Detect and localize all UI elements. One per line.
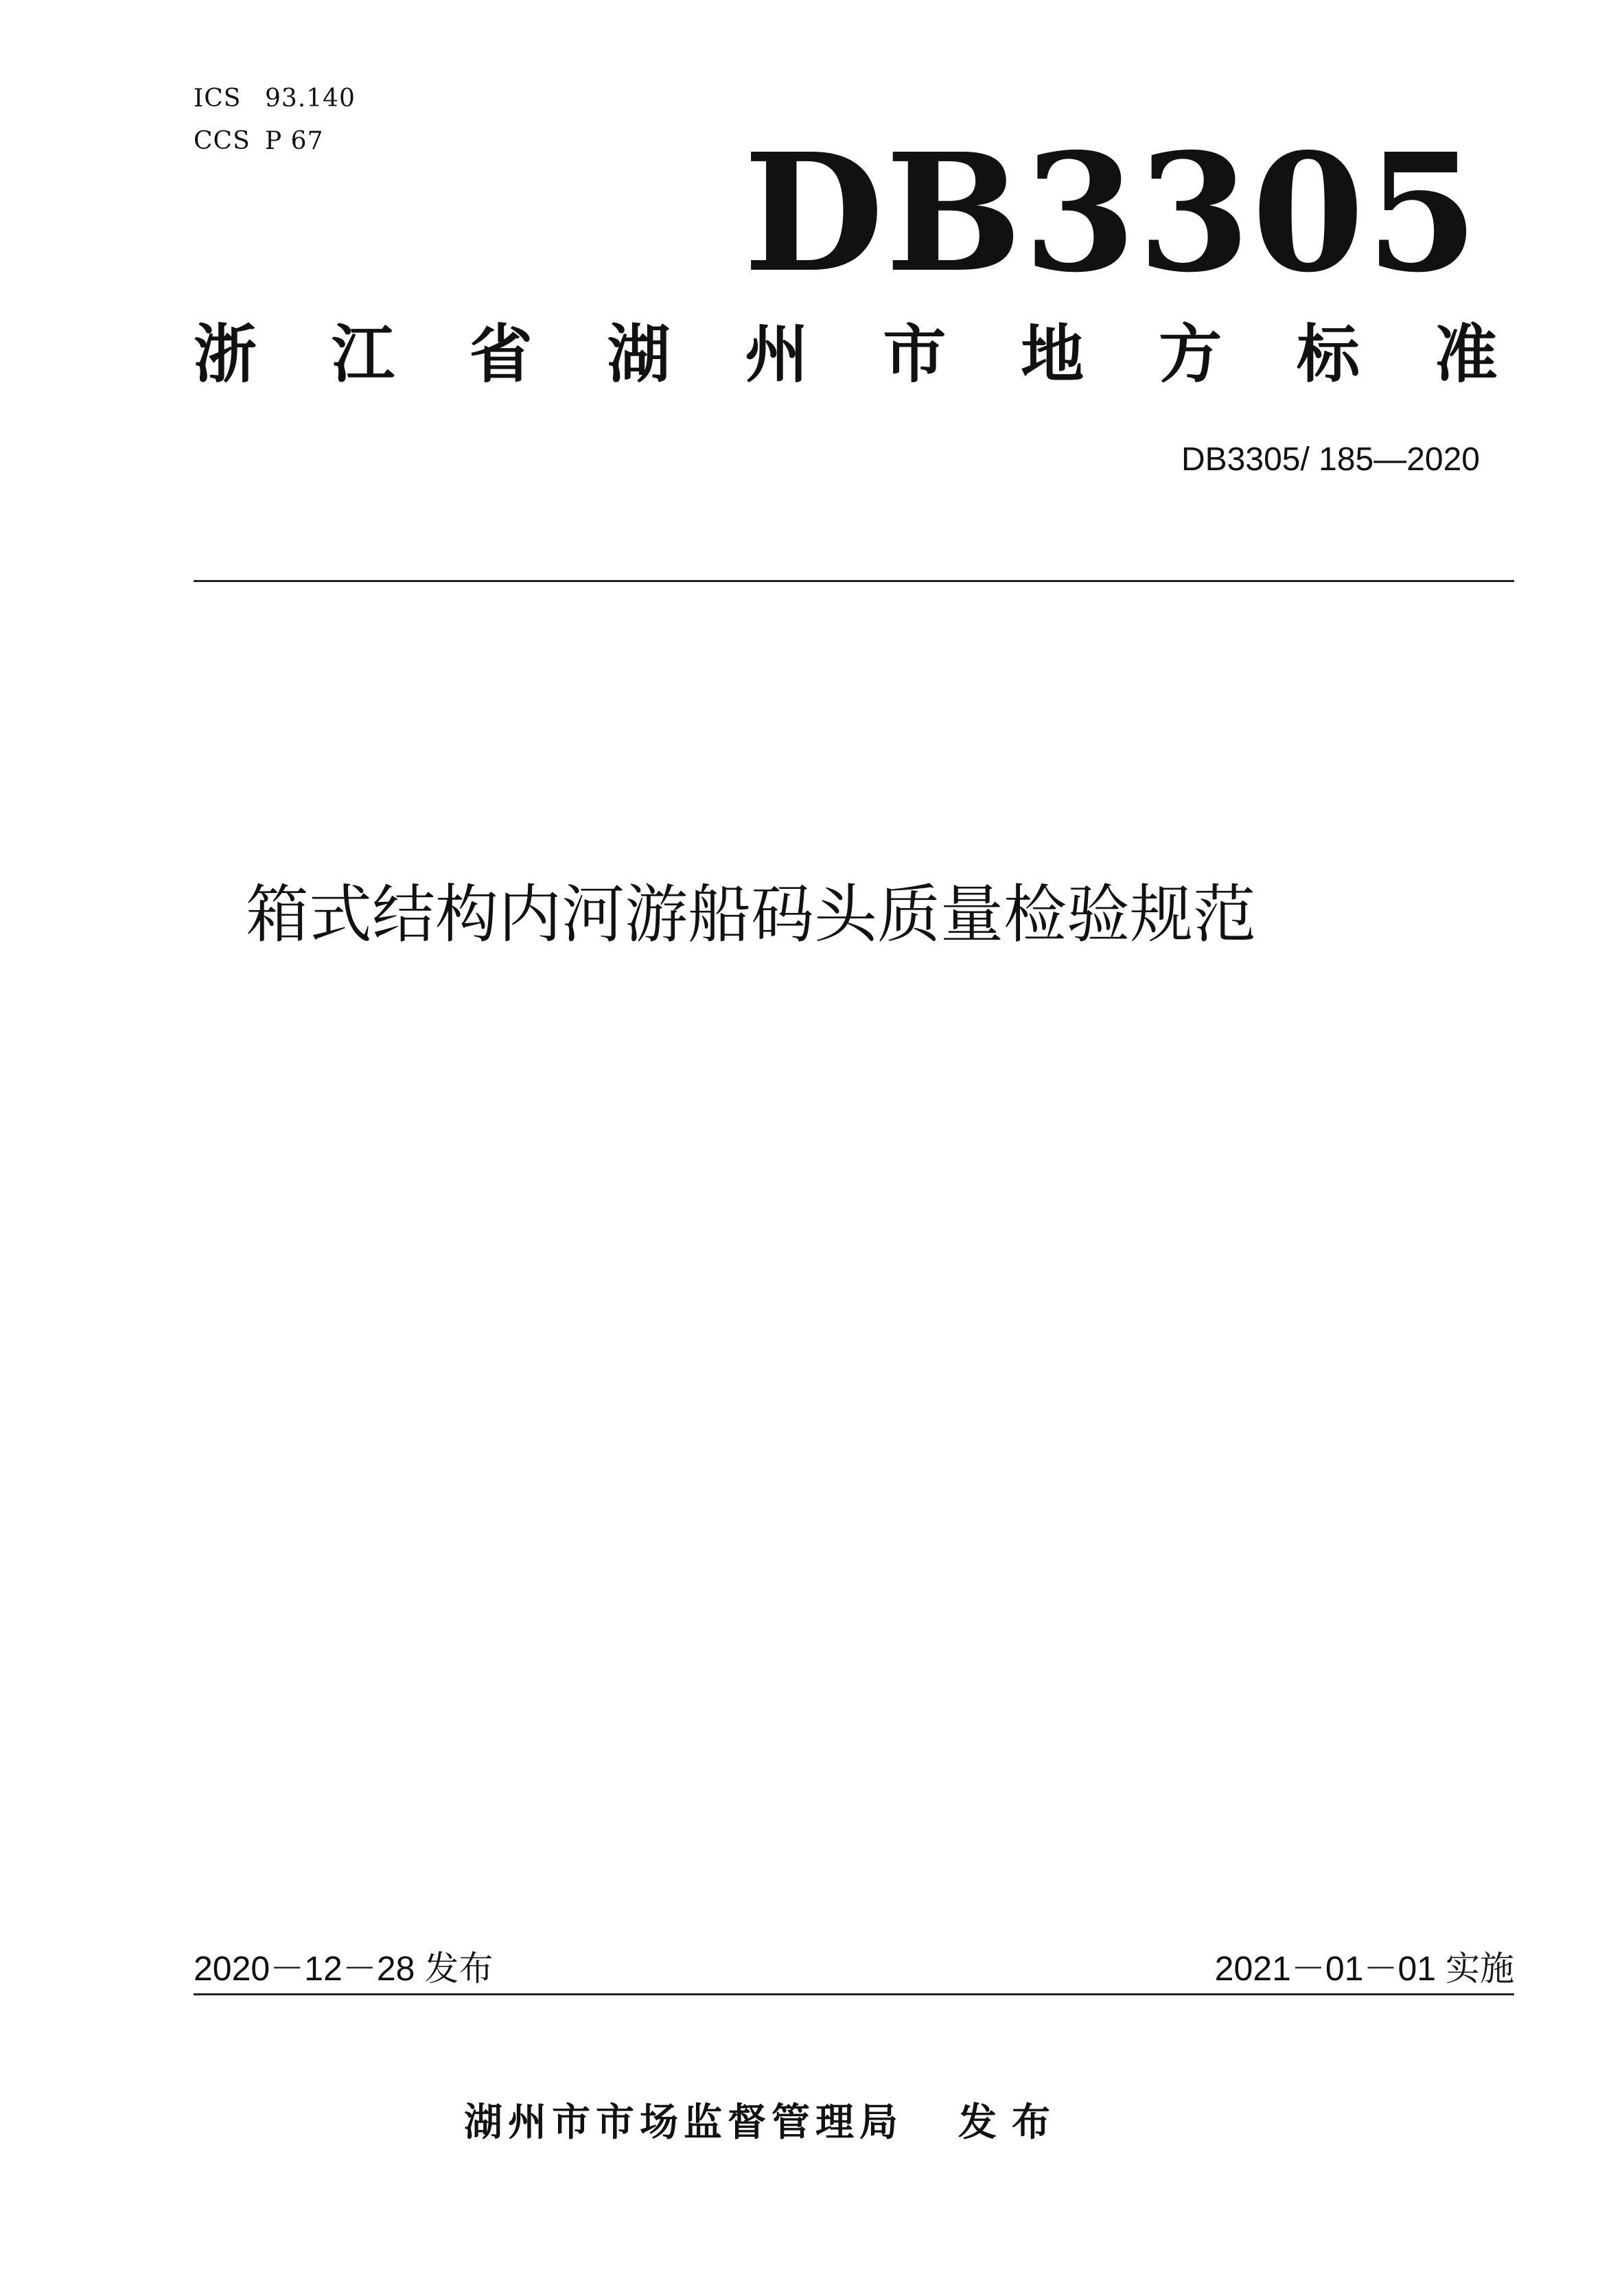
- ics-value: 93.140: [265, 84, 356, 113]
- issuer-line: [464, 2099, 1065, 2147]
- document-title: 箱式结构内河游船码头质量检验规范: [246, 878, 1257, 951]
- standard-category-char: 方: [1159, 318, 1222, 391]
- ccs-code: [194, 126, 323, 156]
- standard-category-char: 地: [1021, 318, 1084, 391]
- standard-category: [194, 317, 1498, 393]
- standard-number: DB3305/ 185—2020: [1181, 441, 1480, 478]
- standard-category-char: 湖: [607, 318, 671, 391]
- bottom-divider: [194, 1993, 1514, 1995]
- standard-category-char: 州: [745, 318, 809, 391]
- standard-category-char: 标: [1297, 318, 1360, 391]
- standard-category-char: 江: [331, 318, 395, 391]
- standard-category-char: 市: [883, 318, 947, 391]
- ics-code: [194, 84, 356, 114]
- ccs-value: P 67: [265, 127, 324, 155]
- issuer-action: 发布: [958, 2100, 1065, 2145]
- ics-label: ICS: [194, 84, 242, 113]
- ccs-label: CCS: [194, 127, 251, 155]
- top-divider: [194, 580, 1514, 582]
- standard-category-char: 省: [469, 318, 533, 391]
- standard-category-char: 准: [1434, 318, 1498, 391]
- issuer-name: 湖州市市场监督管理局: [464, 2100, 903, 2145]
- standard-category-char: 浙: [194, 318, 257, 391]
- standard-logo: DB3305: [743, 117, 1480, 308]
- implementation-date: 2021－01－01 实施: [1214, 1949, 1514, 1988]
- issue-date: 2020－12－28 发布: [194, 1949, 494, 1988]
